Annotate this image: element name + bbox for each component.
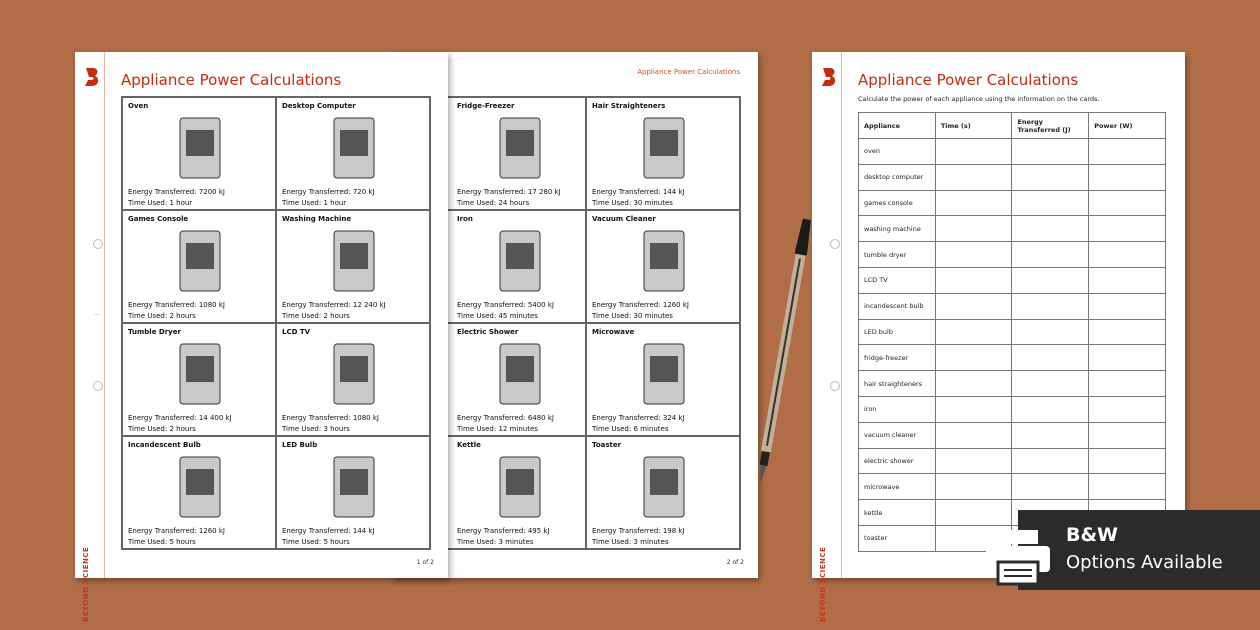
punch-hole <box>830 239 840 249</box>
table-row <box>859 422 1166 448</box>
answer-table <box>858 112 1166 552</box>
answer-cell[interactable] <box>935 371 1012 397</box>
appliance-card <box>586 97 740 210</box>
oven-icon <box>158 112 242 184</box>
table-row <box>859 216 1166 242</box>
worksheet-page-answer-table <box>812 52 1185 622</box>
time-used: Time Used: 24 hours <box>457 199 530 207</box>
answer-cell[interactable] <box>935 242 1012 268</box>
column-header: Appliance <box>859 113 936 139</box>
energy-transferred: Energy Transferred: 144 kJ <box>592 188 685 196</box>
logo-icon <box>820 66 838 88</box>
answer-cell[interactable] <box>1012 448 1089 474</box>
printer-icon <box>984 528 1054 586</box>
column-header: Time (s) <box>935 113 1012 139</box>
table-row <box>859 448 1166 474</box>
table-row <box>859 139 1166 165</box>
time-used: Time Used: 2 hours <box>128 425 196 433</box>
appliance-card <box>432 97 586 210</box>
answer-cell[interactable] <box>935 500 1012 526</box>
answer-cell[interactable] <box>935 319 1012 345</box>
answer-cell[interactable] <box>935 422 1012 448</box>
appliance-card <box>276 97 430 210</box>
answer-cell[interactable] <box>1089 371 1166 397</box>
pen-icon <box>753 218 814 486</box>
answer-cell[interactable] <box>1089 293 1166 319</box>
time-used: Time Used: 30 minutes <box>592 312 673 320</box>
energy-transferred: Energy Transferred: 1080 kJ <box>282 414 379 422</box>
running-header: Appliance Power Calculations <box>637 68 740 76</box>
appliance-name: incandescent bulb <box>859 293 936 319</box>
vacuum-cleaner-icon <box>622 225 706 297</box>
energy-transferred: Energy Transferred: 14 400 kJ <box>128 414 232 422</box>
answer-cell[interactable] <box>935 448 1012 474</box>
answer-cell[interactable] <box>1012 267 1089 293</box>
incandescent-bulb-icon <box>158 451 242 523</box>
table-row <box>859 267 1166 293</box>
answer-cell[interactable] <box>1012 345 1089 371</box>
answer-cell[interactable] <box>1012 474 1089 500</box>
answer-cell[interactable] <box>1089 474 1166 500</box>
answer-cell[interactable] <box>935 216 1012 242</box>
appliance-card <box>122 97 276 210</box>
appliance-name: electric shower <box>859 448 936 474</box>
microwave-icon <box>622 338 706 410</box>
tumble-dryer-icon <box>158 338 242 410</box>
page-title: Appliance Power Calculations <box>858 71 1079 89</box>
table-row <box>859 474 1166 500</box>
card-label: Oven <box>128 102 149 110</box>
card-label: Washing Machine <box>282 215 352 223</box>
page-number: 2 of 2 <box>726 559 744 566</box>
appliance-card <box>276 323 430 436</box>
banner-subtitle: Options Available <box>1066 552 1223 573</box>
table-row <box>859 319 1166 345</box>
appliance-card <box>122 436 276 549</box>
time-used: Time Used: 2 hours <box>282 312 350 320</box>
card-grid-page-2 <box>431 96 741 550</box>
time-used: Time Used: 12 minutes <box>457 425 538 433</box>
table-row <box>859 371 1166 397</box>
card-label: Desktop Computer <box>282 102 356 110</box>
card-label: Kettle <box>457 441 481 449</box>
instructions: Calculate the power of each appliance using the information on the cards. <box>858 95 1100 103</box>
answer-cell[interactable] <box>1012 216 1089 242</box>
appliance-card <box>586 436 740 549</box>
time-used: Time Used: 5 hours <box>128 538 196 546</box>
time-used: Time Used: 1 hour <box>128 199 193 207</box>
answer-cell[interactable] <box>1089 422 1166 448</box>
lcd-tv-icon <box>312 338 396 410</box>
appliance-card <box>122 323 276 436</box>
answer-cell[interactable] <box>1012 190 1089 216</box>
time-used: Time Used: 5 hours <box>282 538 350 546</box>
appliance-card <box>586 210 740 323</box>
energy-transferred: Energy Transferred: 17 280 kJ <box>457 188 561 196</box>
appliance-name: fridge-freezer <box>859 345 936 371</box>
card-label: Electric Shower <box>457 328 519 336</box>
appliance-name: vacuum cleaner <box>859 422 936 448</box>
energy-transferred: Energy Transferred: 6480 kJ <box>457 414 554 422</box>
answer-cell[interactable] <box>935 474 1012 500</box>
appliance-card <box>432 323 586 436</box>
appliance-name: LCD TV <box>859 267 936 293</box>
appliance-name: oven <box>859 139 936 165</box>
card-grid-page-1 <box>121 96 431 550</box>
appliance-name: LED bulb <box>859 319 936 345</box>
appliance-name: iron <box>859 396 936 422</box>
time-used: Time Used: 30 minutes <box>592 199 673 207</box>
answer-cell[interactable] <box>1012 139 1089 165</box>
appliance-name: hair straighteners <box>859 371 936 397</box>
card-label: LCD TV <box>282 328 311 336</box>
energy-transferred: Energy Transferred: 1260 kJ <box>592 301 689 309</box>
electric-shower-icon <box>478 338 562 410</box>
column-header: Energy Transferred (J) <box>1012 113 1089 139</box>
energy-transferred: Energy Transferred: 7200 kJ <box>128 188 225 196</box>
appliance-name: washing machine <box>859 216 936 242</box>
card-label: Microwave <box>592 328 635 336</box>
card-label: Incandescent Bulb <box>128 441 201 449</box>
banner-title: B&W <box>1066 524 1119 546</box>
energy-transferred: Energy Transferred: 5400 kJ <box>457 301 554 309</box>
appliance-name: microwave <box>859 474 936 500</box>
answer-cell[interactable] <box>935 190 1012 216</box>
answer-cell[interactable] <box>1089 216 1166 242</box>
time-used: Time Used: 1 hour <box>282 199 347 207</box>
card-label: Games Console <box>128 215 189 223</box>
answer-cell[interactable] <box>935 396 1012 422</box>
time-used: Time Used: 3 minutes <box>457 538 534 546</box>
table-row <box>859 293 1166 319</box>
column-header: Power (W) <box>1089 113 1166 139</box>
appliance-name: kettle <box>859 500 936 526</box>
appliance-card <box>586 323 740 436</box>
time-used: Time Used: 2 hours <box>128 312 196 320</box>
iron-icon <box>478 225 562 297</box>
card-label: Tumble Dryer <box>128 328 181 336</box>
answer-cell[interactable] <box>1012 422 1089 448</box>
energy-transferred: Energy Transferred: 144 kJ <box>282 527 375 535</box>
answer-cell[interactable] <box>935 293 1012 319</box>
appliance-card <box>122 210 276 323</box>
fold-mark <box>94 314 100 315</box>
energy-transferred: Energy Transferred: 495 kJ <box>457 527 550 535</box>
answer-cell[interactable] <box>1012 319 1089 345</box>
desktop-computer-icon <box>312 112 396 184</box>
answer-cell[interactable] <box>1012 242 1089 268</box>
punch-hole <box>93 239 103 249</box>
card-label: Fridge-Freezer <box>457 102 515 110</box>
answer-cell[interactable] <box>1089 267 1166 293</box>
appliance-card <box>432 436 586 549</box>
table-row <box>859 190 1166 216</box>
table-row <box>859 164 1166 190</box>
answer-cell[interactable] <box>1012 164 1089 190</box>
appliance-card <box>276 210 430 323</box>
answer-cell[interactable] <box>935 164 1012 190</box>
appliance-name: games console <box>859 190 936 216</box>
fridge-freezer-icon <box>478 112 562 184</box>
margin-line <box>841 52 842 578</box>
answer-cell[interactable] <box>935 267 1012 293</box>
time-used: Time Used: 45 minutes <box>457 312 538 320</box>
answer-cell[interactable] <box>1089 242 1166 268</box>
answer-cell[interactable] <box>1012 293 1089 319</box>
appliance-name: tumble dryer <box>859 242 936 268</box>
brand-label: BEYOND SCIENCE <box>82 546 90 622</box>
brand-label: BEYOND SCIENCE <box>819 546 827 622</box>
answer-cell[interactable] <box>1089 345 1166 371</box>
answer-cell[interactable] <box>1089 319 1166 345</box>
energy-transferred: Energy Transferred: 1260 kJ <box>128 527 225 535</box>
energy-transferred: Energy Transferred: 198 kJ <box>592 527 685 535</box>
bw-options-banner <box>1018 510 1260 590</box>
energy-transferred: Energy Transferred: 1080 kJ <box>128 301 225 309</box>
led-bulb-icon <box>312 451 396 523</box>
card-label: LED Bulb <box>282 441 318 449</box>
time-used: Time Used: 6 minutes <box>592 425 669 433</box>
appliance-name: desktop computer <box>859 164 936 190</box>
logo-icon <box>83 66 101 88</box>
energy-transferred: Energy Transferred: 720 kJ <box>282 188 375 196</box>
kettle-icon <box>478 451 562 523</box>
toaster-icon <box>622 451 706 523</box>
answer-cell[interactable] <box>1089 139 1166 165</box>
page-number: 1 of 2 <box>416 559 434 566</box>
punch-hole <box>93 381 103 391</box>
hair-straighteners-icon <box>622 112 706 184</box>
energy-transferred: Energy Transferred: 12 240 kJ <box>282 301 386 309</box>
energy-transferred: Energy Transferred: 324 kJ <box>592 414 685 422</box>
time-used: Time Used: 3 hours <box>282 425 350 433</box>
card-label: Toaster <box>592 441 622 449</box>
answer-cell[interactable] <box>1012 371 1089 397</box>
answer-cell[interactable] <box>1012 396 1089 422</box>
answer-cell[interactable] <box>935 139 1012 165</box>
table-row <box>859 396 1166 422</box>
answer-cell[interactable] <box>935 345 1012 371</box>
table-row <box>859 345 1166 371</box>
card-label: Iron <box>457 215 473 223</box>
time-used: Time Used: 3 minutes <box>592 538 669 546</box>
appliance-card <box>276 436 430 549</box>
appliance-name: toaster <box>859 525 936 551</box>
page-title: Appliance Power Calculations <box>121 71 342 89</box>
answer-cell[interactable] <box>1089 396 1166 422</box>
answer-cell[interactable] <box>1089 448 1166 474</box>
washing-machine-icon <box>312 225 396 297</box>
punch-hole <box>830 381 840 391</box>
margin-line <box>104 52 105 578</box>
card-label: Vacuum Cleaner <box>592 215 656 223</box>
games-console-icon <box>158 225 242 297</box>
table-row <box>859 242 1166 268</box>
answer-cell[interactable] <box>1089 190 1166 216</box>
answer-cell[interactable] <box>1089 164 1166 190</box>
worksheet-page-1 <box>75 52 448 622</box>
appliance-card <box>432 210 586 323</box>
card-label: Hair Straighteners <box>592 102 666 110</box>
